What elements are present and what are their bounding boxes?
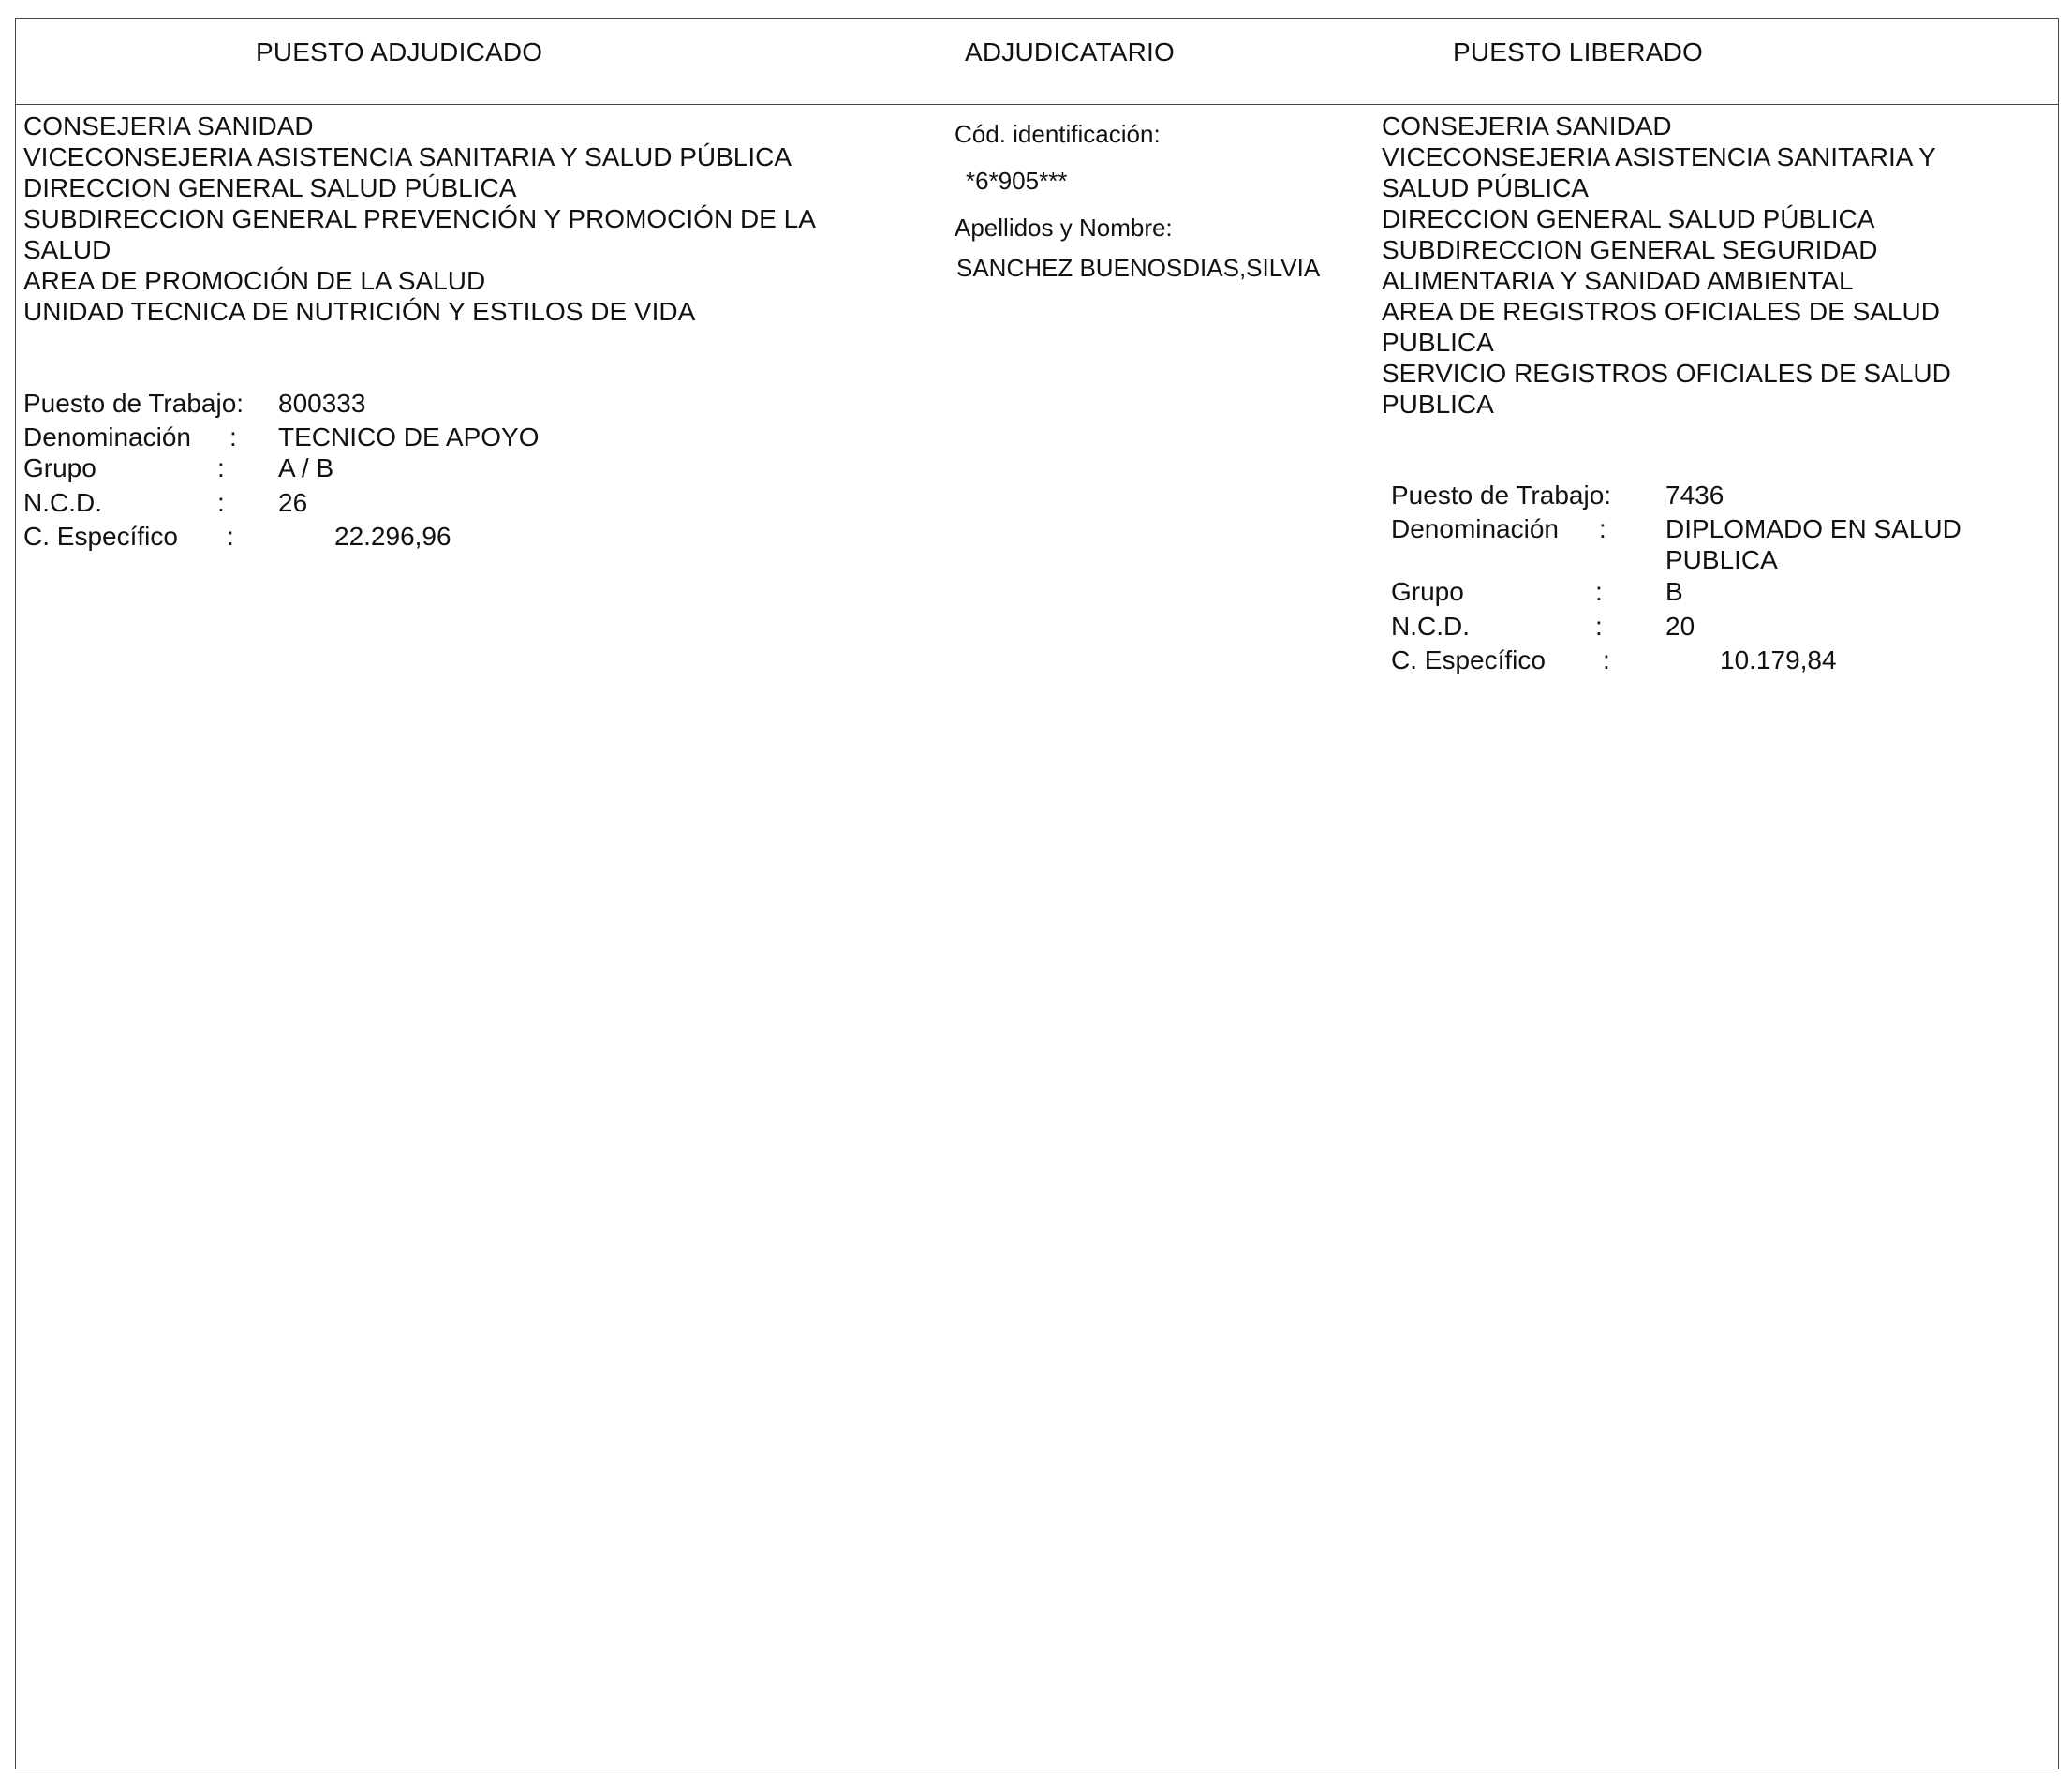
- adjudicado-value-denominacion: TECNICO DE APOYO: [278, 422, 540, 451]
- adjudicado-colon-denominacion: :: [229, 422, 237, 451]
- liberado-label-denominacion: Denominación: [1391, 514, 1559, 543]
- table-header-row: [16, 19, 2058, 105]
- adjudicado-org-line: SALUD: [23, 235, 111, 264]
- liberado-org-line: SALUD PÚBLICA: [1382, 173, 1589, 202]
- adjudicado-org-line: UNIDAD TECNICA DE NUTRICIÓN Y ESTILOS DE VIDA: [23, 297, 696, 326]
- liberado-org-line: DIRECCION GENERAL SALUD PÚBLICA: [1382, 204, 1875, 233]
- adjudicado-value-especifico: 22.296,96: [334, 522, 451, 551]
- adjudicado-label-puesto: Puesto de Trabajo:: [23, 389, 244, 418]
- adjudicado-org-line: AREA DE PROMOCIÓN DE LA SALUD: [23, 266, 486, 295]
- liberado-org-line: SERVICIO REGISTROS OFICIALES DE SALUD: [1382, 359, 1951, 388]
- liberado-org-line: PUBLICA: [1382, 328, 1494, 357]
- liberado-value-especifico: 10.179,84: [1720, 645, 1837, 674]
- header-puesto-liberado: PUESTO LIBERADO: [1453, 37, 1704, 67]
- liberado-label-especifico: C. Específico: [1391, 645, 1546, 674]
- liberado-org-line: AREA DE REGISTROS OFICIALES DE SALUD: [1382, 297, 1940, 326]
- liberado-colon-ncd: :: [1595, 612, 1603, 641]
- adjudicatario-nombre-value: SANCHEZ BUENOSDIAS,SILVIA: [956, 254, 1321, 282]
- header-puesto-adjudicado: PUESTO ADJUDICADO: [256, 37, 543, 67]
- liberado-org-line: CONSEJERIA SANIDAD: [1382, 111, 1672, 141]
- adjudicado-colon-ncd: :: [217, 488, 225, 517]
- liberado-org-line: VICECONSEJERIA ASISTENCIA SANITARIA Y: [1382, 142, 1936, 171]
- liberado-colon-denominacion: :: [1599, 514, 1606, 543]
- adjudicatario-cod-value: *6*905***: [966, 167, 1068, 195]
- adjudicado-label-ncd: N.C.D.: [23, 488, 102, 517]
- liberado-org-block: [1382, 111, 1951, 420]
- liberado-value-denominacion-line2: PUBLICA: [1665, 545, 1778, 574]
- adjudicado-org-line: VICECONSEJERIA ASISTENCIA SANITARIA Y SALUD PÚBLICA: [23, 142, 792, 171]
- header-adjudicatario: ADJUDICATARIO: [965, 37, 1176, 67]
- adjudicado-label-especifico: C. Específico: [23, 522, 178, 551]
- liberado-label-grupo: Grupo: [1391, 577, 1464, 606]
- liberado-label-ncd: N.C.D.: [1391, 612, 1470, 641]
- adjudicado-value-ncd: 26: [278, 488, 308, 517]
- adjudicado-label-grupo: Grupo: [23, 453, 96, 482]
- adjudicado-colon-especifico: :: [227, 522, 234, 551]
- adjudicado-colon-grupo: :: [217, 453, 225, 482]
- adjudicado-value-grupo: A / B: [278, 453, 334, 482]
- liberado-value-denominacion-line1: DIPLOMADO EN SALUD: [1665, 514, 1961, 543]
- liberado-label-puesto: Puesto de Trabajo:: [1391, 481, 1612, 510]
- liberado-value-grupo: B: [1665, 577, 1683, 606]
- adjudicado-org-line: DIRECCION GENERAL SALUD PÚBLICA: [23, 173, 517, 202]
- liberado-colon-especifico: :: [1603, 645, 1610, 674]
- adjudicatario-cod-label: Cód. identificación:: [955, 120, 1161, 148]
- adjudicado-value-puesto: 800333: [278, 389, 366, 418]
- adjudicado-org-line: CONSEJERIA SANIDAD: [23, 111, 314, 141]
- liberado-value-puesto: 7436: [1665, 481, 1724, 510]
- liberado-org-line: SUBDIRECCION GENERAL SEGURIDAD: [1382, 235, 1878, 264]
- adjudicado-org-block: [23, 111, 816, 327]
- liberado-colon-grupo: :: [1595, 577, 1603, 606]
- adjudicatario-nombre-label: Apellidos y Nombre:: [955, 214, 1173, 242]
- liberado-value-ncd: 20: [1665, 612, 1695, 641]
- liberado-org-line: PUBLICA: [1382, 390, 1494, 419]
- adjudicado-org-line: SUBDIRECCION GENERAL PREVENCIÓN Y PROMOCIÓN DE LA: [23, 204, 816, 233]
- liberado-org-line: ALIMENTARIA Y SANIDAD AMBIENTAL: [1382, 266, 1854, 295]
- adjudicado-label-denominacion: Denominación: [23, 422, 191, 451]
